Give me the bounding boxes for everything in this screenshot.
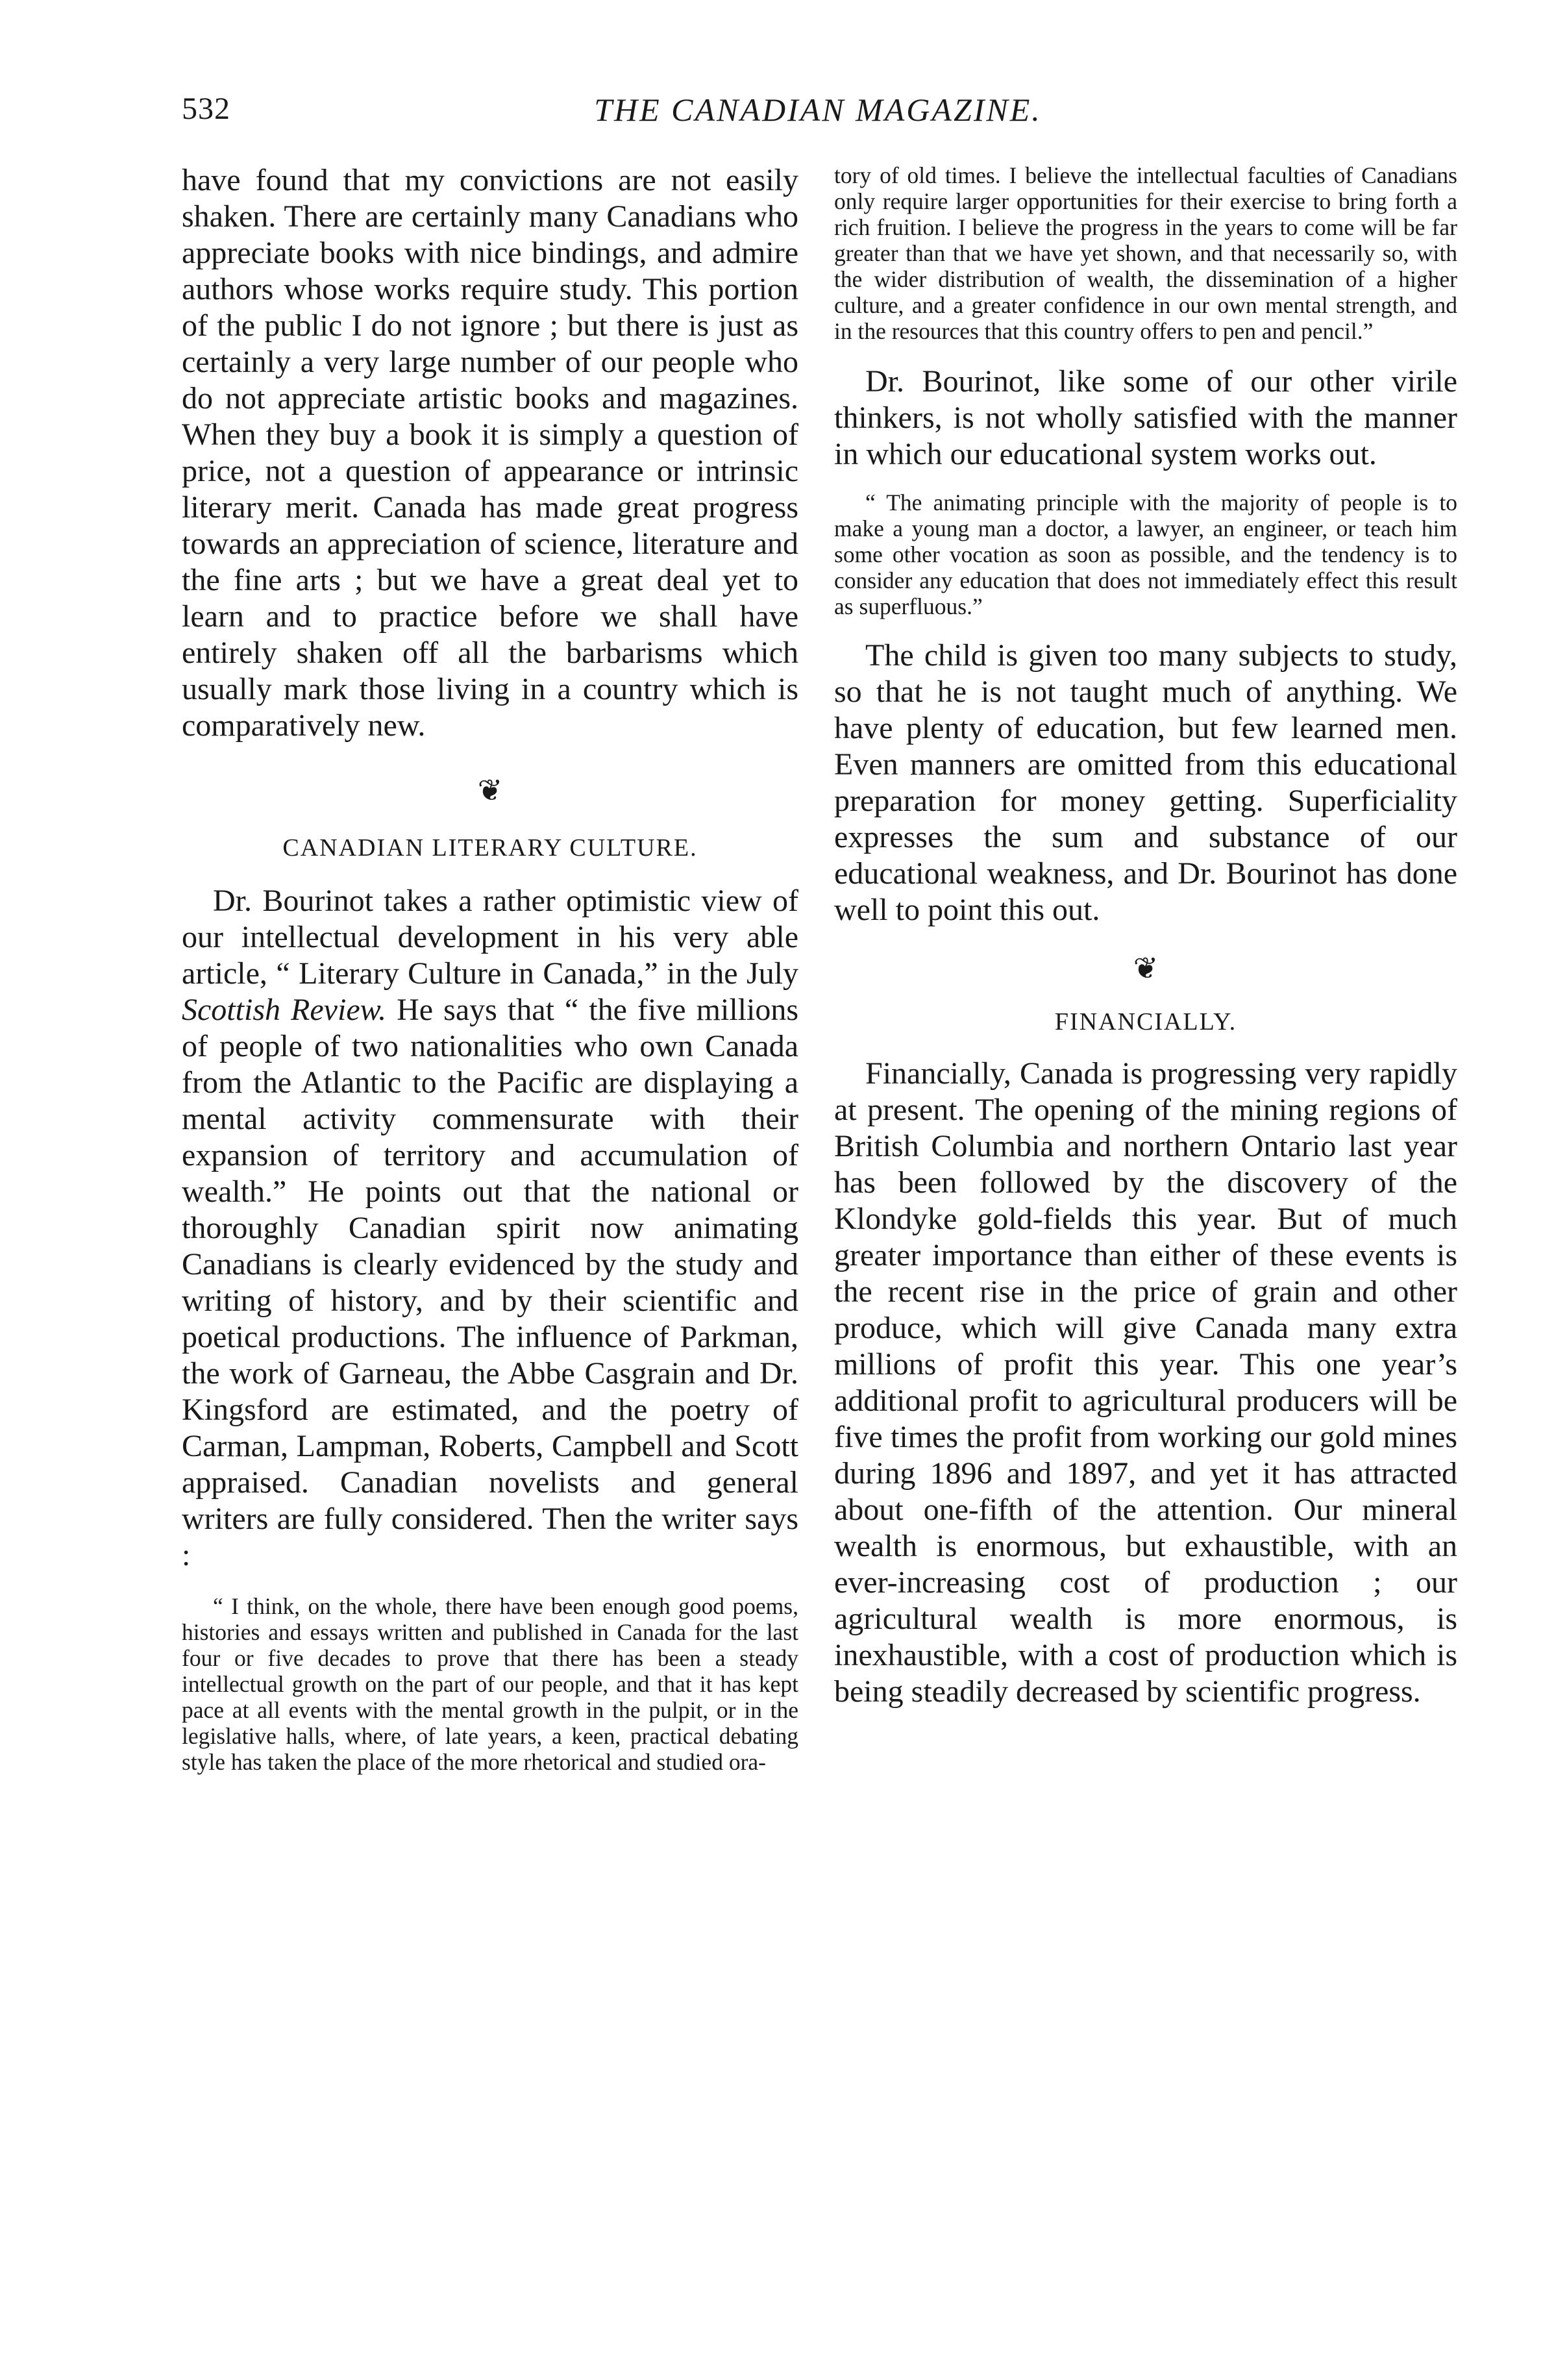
paragraph-bourinot-text-start: Dr. Bourinot takes a rather optimistic view of our intellectual development in his very able article, “ Literary Culture in Canada,” in the July: [182, 884, 798, 991]
paragraph-bourinot-view: [182, 883, 798, 1574]
page-number: 532: [182, 92, 230, 126]
section-heading-financially: FINANCIALLY.: [1054, 1008, 1237, 1035]
left-column: [182, 162, 798, 1775]
quote-bourinot-poems: “ I think, on the whole, there have been enough good poems, histories and essays written and published in Canada for the last four or five decades to prove that there has been a steady intellectual growth on the part of our people, and that it has kept pace at all events with the mental growth in the pulpit, or in the legislative halls, where, of late years, a keen, practical debating style has taken the place of the more rhetorical and studied ora-: [182, 1593, 798, 1775]
paragraph-child-subjects: The child is given too many subjects to study, so that he is not taught much of anything. We have plenty of education, but few learned men. Even manners are omitted from this educational preparation for money getting. Superficiality expresses the sum and substance of our educational weakness, and Dr. Bourinot has done well to point this out.: [834, 638, 1457, 927]
fleuron-ornament-icon: ❦: [1133, 952, 1159, 985]
journal-title: Scottish Review.: [182, 993, 387, 1027]
paragraph-bourinot-text-end: He says that “ the five millions of people of two nationalities who own Canada from the Atlantic to the Pacific are displaying a mental activity commensurate with their expansion of territory and accumulation of wealth.” He points out that the national or thoroughly Canadian spirit now animating Canadians is clearly evidenced by the study and writing of history, and by their scientific and poetical productions. The influence of Parkman, the work of Garneau, the Abbe Casgrain and Dr. Kingsford are estimated, and the poetry of Carman, Lampman, Roberts, Campbell and Scott appraised. Canadian novelists and general writers are fully considered. Then the writer says :: [182, 993, 798, 1572]
page-header: [182, 91, 1454, 136]
quote-continuation: tory of old times. I believe the intellectual faculties of Canadians only require larger opportunities for their exercise to bring forth a rich fruition. I believe the progress in the years to come will be far greater than that we have yet shown, and that necessarily so, with the wider distribution of wealth, the dissemination of a higher culture, and a greater confidence in our own mental strength, and in the resources that this country offers to pen and pencil.”: [834, 162, 1457, 344]
paragraph-financially: Financially, Canada is progressing very rapidly at present. The opening of the mining regions of British Columbia and northern Ontario last year has been followed by the discovery of the Klondyke gold-fields this year. But of much greater importance than either of these events is the recent rise in the price of grain and other produce, which will give Canada many extra millions of profit this year. This one year’s additional profit to agricultural producers will be five times the profit from working our gold mines during 1896 and 1897, and yet it has attracted about one-fifth of the attention. Our mineral wealth is enormous, but exhaustible, with an ever-increasing cost of production ; our agricultural wealth is more enormous, is inexhaustible, with a cost of production which is being steadily decreased by scientific progress.: [834, 1056, 1457, 1709]
fleuron-ornament-icon: ❦: [477, 774, 503, 807]
paragraph-convictions: have found that my convictions are not easily shaken. There are certainly many Canadians who appreciate books with nice bindings, and admire authors whose works require study. This portion of the public I do not ignore ; but there is just as certainly a very large number of our people who do not appreciate artistic books and magazines. When they buy a book it is simply a question of price, not a question of appearance or intrinsic literary merit. Canada has made great progress towards an appreciation of science, literature and the fine arts ; but we have a great deal yet to learn and to practice before we shall have entirely shaken off all the barbarisms which usually mark those living in a country which is comparatively new.: [182, 163, 798, 743]
quote-animating-principle: “ The animating principle with the majority of people is to make a young man a doctor, a lawyer, an engineer, or teach him some other vocation as soon as possible, and the tendency is to consider any education that does not immediately effect this result as superfluous.”: [834, 490, 1457, 619]
paragraph-education-system: Dr. Bourinot, like some of our other virile thinkers, is not wholly satisfied with the manner in which our educational system works out.: [834, 364, 1457, 471]
section-heading-literary-culture: CANADIAN LITERARY CULTURE.: [282, 834, 698, 862]
running-title: THE CANADIAN MAGAZINE.: [594, 92, 1042, 128]
right-column: [834, 162, 1457, 1710]
